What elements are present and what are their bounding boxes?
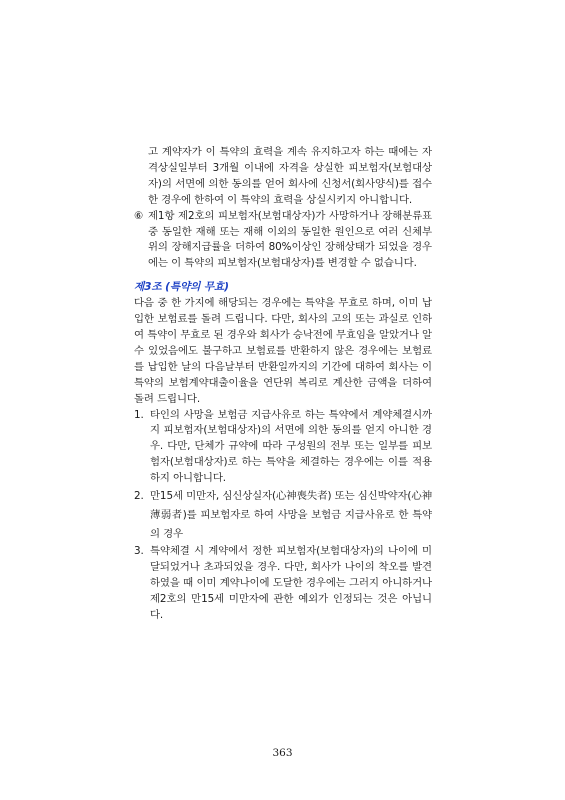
article-intro: 다음 중 한 가지에 해당되는 경우에는 특약을 무효로 하며, 이미 납입한 보험료를 돌려 드립니다. 다만, 회사의 고의 또는 과실로 인하여 특약이 무효로 된 경우와 회사가 승낙전에 무효임을 알았거나 알 수 있었음에도 불구하고 보험료를 반환하지 않은 경우에는 보험료를 납입한 날의 다음날부터 반환일까지의 기간에 대하여 회사는 이 특약의 보험계약대출이율을 연단위 복리로 계산한 금액을 더하여 돌려 드립니다. [134, 297, 432, 405]
page-content [134, 145, 432, 624]
list-item [134, 487, 432, 544]
article-heading: 제3조 (특약의 무효) [134, 281, 229, 294]
list-item-text: 특약체결 시 계약에서 정한 피보험자(보험대상자)의 나이에 미달되었거나 초과되었을 경우. 다만, 회사가 나이의 착오를 발견하였을 때 이미 계약나이에 도달한 경우에는 그러지 아니하거나 제2호의 만15세 미만자에 관한 예외가 인정되는 것은 아닙니다. [150, 545, 432, 621]
page-number: 363 [272, 747, 293, 759]
list-item-number: 1. [134, 408, 144, 421]
article-item-list [134, 408, 432, 624]
list-item [134, 544, 432, 624]
continuation-paragraph: 고 계약자가 이 특약의 효력을 계속 유지하고자 하는 때에는 자격상실일부터 3개월 이내에 자격을 상실한 피보험자(보험대상자)의 서면에 의한 동의를 얻어 회사에 신청서(회사양식)를 접수한 경우에 한하여 이 특약의 효력을 상실시키지 아니합니다. [148, 146, 432, 206]
list-item-text: 만15세 미만자, 심신상실자(心神喪失者) 또는 심신박약자(心神薄弱者)를 피보험자로 하여 사망을 보험금 지급사유로 한 특약의 경우 [150, 490, 432, 541]
list-item-text: 타인의 사망을 보험금 지급사유로 하는 특약에서 계약체결시까지 피보험자(보험대상자)의 서면에 의한 동의를 얻지 아니한 경우. 다만, 단체가 규약에 따라 구성원의 전부 또는 일부를 피보험자(보험대상자)로 하는 특약을 체결하는 경우에는 이를 적용하지 아니합니다. [150, 408, 432, 485]
clause-item-6-text: 제1항 제2호의 피보험자(보험대상자)가 사망하거나 장해분류표 중 동일한 재해 또는 재해 이외의 동일한 원인으로 여러 신체부위의 장해지급률을 더하여 80%이상인 장해상태가 되었을 경우에는 이 특약의 피보험자(보험대상자)를 변경할 수 없습니다. [148, 209, 432, 270]
list-item [134, 408, 432, 488]
clause-item-6-marker: ⑥ [134, 209, 144, 222]
clause-item-6 [134, 209, 432, 273]
list-item-number: 2. [134, 490, 144, 503]
list-item-number: 3. [134, 545, 144, 558]
